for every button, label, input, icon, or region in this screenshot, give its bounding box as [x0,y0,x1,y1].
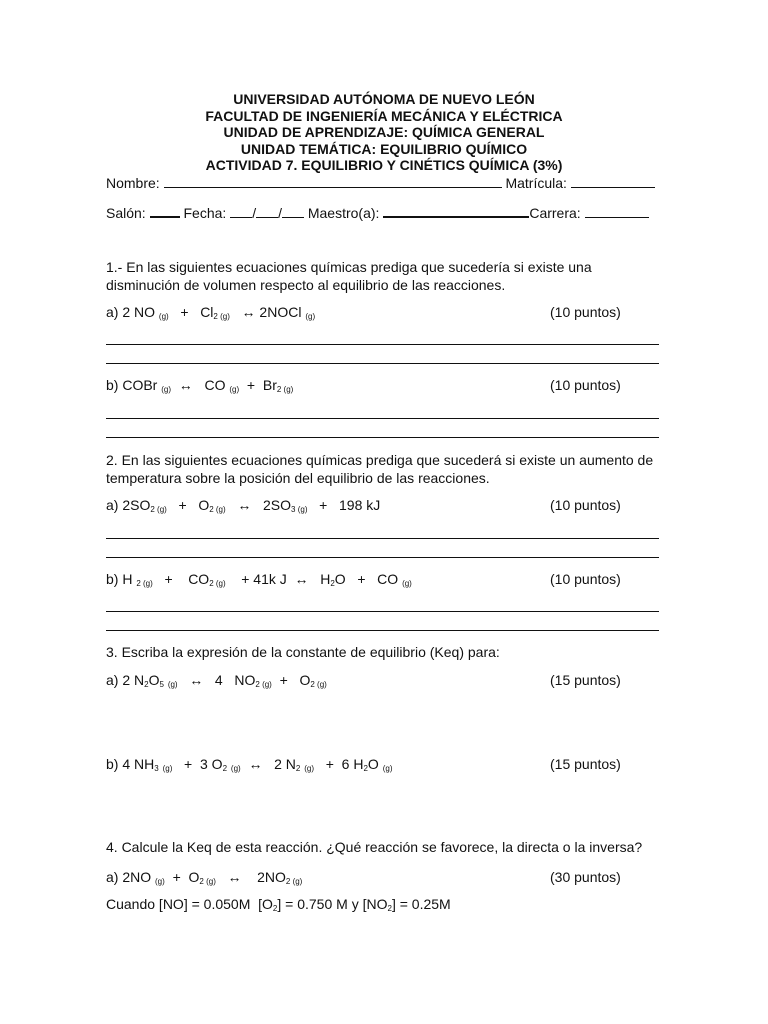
equation-2a: a) 2SO2 (g) + O2 (g) ↔ 2SO3 (g) + 198 kJ [106,497,381,514]
points-2b: (10 puntos) [550,571,621,587]
equation-3a: a) 2 $N_2O_5$ (g) ↔ 4 NO2 (g) + O2 (g) [106,672,327,689]
question-3-prompt: 3. Escriba la expresión de la constante de equilibrio (Keq) para: [106,644,500,660]
points-3a: (15 puntos) [550,672,621,688]
carrera-field[interactable] [585,204,649,218]
faculty-name: FACULTAD DE INGENIERÍA MECÁNICA Y ELÉCTRICA [205,107,563,124]
nombre-label: Nombre: [106,175,160,191]
salon-row [106,203,649,221]
answer-line[interactable] [106,437,659,438]
salon-label: Salón: [106,205,146,221]
carrera-label: Carrera: [529,205,581,221]
nombre-field[interactable] [164,174,502,188]
nombre-row [106,174,655,191]
maestro-field[interactable] [383,203,529,218]
fecha-label: Fecha: [183,205,227,221]
answer-line[interactable] [106,363,659,364]
university-name: UNIVERSIDAD AUTÓNOMA DE NUEVO LEÓN [233,91,535,107]
fecha-month-field[interactable] [256,204,278,218]
matricula-label: Matrícula: [505,175,567,191]
date-separator: / [278,205,282,221]
answer-line[interactable] [106,344,659,345]
matricula-field[interactable] [571,174,655,188]
course-unit: UNIDAD DE APRENDIZAJE: QUÍMICA GENERAL [223,124,545,140]
equation-4a: a) 2NO (g) + O2 (g) ↔ 2NO2 (g) [106,869,303,886]
document-header [0,91,768,174]
points-2a: (10 puntos) [550,497,621,513]
answer-line[interactable] [106,611,659,612]
fecha-day-field[interactable] [230,204,252,218]
equation-2b: b) H 2 (g) + CO2 (g) + 41k J ↔ $H_2O$ + CO (g) [106,571,412,588]
maestro-label: Maestro(a): [307,205,380,221]
equation-3b: b) 4 $NH_3$ (g) + 3 $O_2$ (g) ↔ 2 $N_2$ (g) + 6 $H_2O$ (g) [106,756,393,773]
points-3b: (15 puntos) [550,756,621,772]
answer-line[interactable] [106,418,659,419]
question-2-prompt: 2. En las siguientes ecuaciones químicas prediga que sucederá si existe un aumento de temperatura sobre la posición del equilibrio de las reacciones. [106,452,654,486]
equation-1a: a) 2 NO (g) + Cl2 (g) ↔ 2NOCl (g) [106,304,316,321]
answer-line[interactable] [106,630,659,631]
activity-title: ACTIVIDAD 7. EQUILIBRIO Y CINÉTICS QUÍMICA (3%) [205,157,563,173]
answer-line[interactable] [106,538,659,539]
question-4-prompt: 4. Calcule la Keq de esta reacción. ¿Qué reacción se favorece, la directa o la inversa? [106,839,643,855]
concentrations-given: Cuando [NO] = 0.050M $[O_2] = 0.750$ M y $[NO_2] = 0.25M$ [106,896,451,913]
thematic-unit: UNIDAD TEMÁTICA: EQUILIBRIO QUÍMICO [240,140,528,157]
salon-field[interactable] [150,203,180,218]
answer-line[interactable] [106,557,659,558]
equation-1b: b) COBr (g) ↔ CO (g) + Br2 (g) [106,377,294,394]
question-1-prompt: 1.- En las siguientes ecuaciones químicas prediga que sucedería si existe una disminución de volumen respecto al equilibrio de las reacciones. [106,259,592,293]
fecha-year-field[interactable] [282,204,304,218]
date-separator: / [252,205,257,221]
points-1a: (10 puntos) [550,304,621,320]
points-1b: (10 puntos) [550,377,621,393]
points-4a: (30 puntos) [550,869,621,885]
